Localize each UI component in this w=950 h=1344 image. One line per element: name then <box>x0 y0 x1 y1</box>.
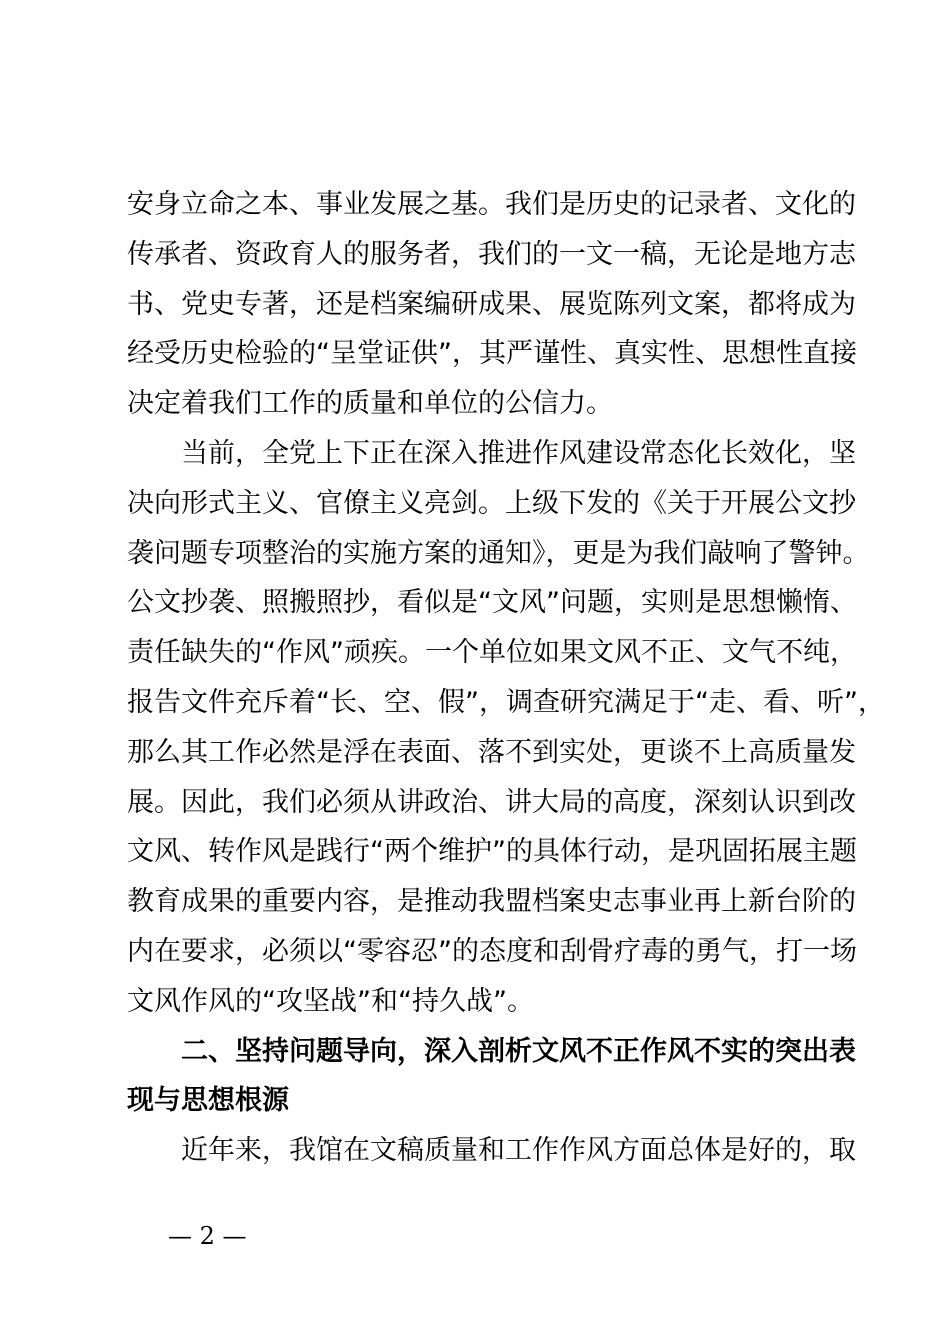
paragraph-line: 责任缺失的“作风”顽疾。一个单位如果文风不正、文气不纯， <box>127 637 857 669</box>
paragraph-line: 袭问题专项整治的实施方案的通知》，更是为我们敲响了警钟。 <box>127 537 870 569</box>
paragraph-line: 文风作风的“攻坚战”和“持久战”。 <box>127 985 534 1017</box>
section-heading-line: 现与思想根源 <box>127 1085 289 1117</box>
document-body <box>127 180 885 1176</box>
paragraph-line: 展。因此，我们必须从讲政治、讲大局的高度，深刻认识到改 <box>127 786 856 818</box>
paragraph-line: 那么其工作必然是浮在表面、落不到实处，更谈不上高质量发 <box>127 736 856 768</box>
paragraph-line: 传承者、资政育人的服务者，我们的一文一稿，无论是地方志 <box>127 238 856 270</box>
paragraph-line: 决向形式主义、官僚主义亮剑。上级下发的《关于开展公文抄 <box>127 487 856 519</box>
section-heading-line: 二、坚持问题导向，深入剖析文风不正作风不实的突出表 <box>181 1035 856 1067</box>
paragraph-line: 书、党史专著，还是档案编研成果、展览陈列文案，都将成为 <box>127 288 856 320</box>
paragraph-line: 近年来，我馆在文稿质量和工作作风方面总体是好的，取 <box>181 1135 856 1167</box>
paragraph-line: 报告文件充斥着“长、空、假”，调查研究满足于“走、看、听”， <box>127 686 885 718</box>
paragraph-line: 教育成果的重要内容，是推动我盟档案史志事业再上新台阶的 <box>127 886 856 918</box>
paragraph-line: 文风、转作风是践行“两个维护”的具体行动，是巩固拓展主题 <box>127 836 857 868</box>
paragraph-line: 安身立命之本、事业发展之基。我们是历史的记录者、文化的 <box>127 189 856 220</box>
paragraph-line: 经受历史检验的“呈堂证供”，其严谨性、真实性、思想性直接 <box>127 338 857 370</box>
paragraph-line: 当前，全党上下正在深入推进作风建设常态化长效化，坚 <box>181 437 856 469</box>
paragraph-line: 公文抄袭、照搬照抄，看似是“文风”问题，实则是思想懒惰、 <box>127 587 857 619</box>
paragraph-line: 决定着我们工作的质量和单位的公信力。 <box>127 388 613 420</box>
page-number: — 2 — <box>168 1222 247 1250</box>
paragraph-line: 内在要求，必须以“零容忍”的态度和刮骨疗毒的勇气，打一场 <box>127 935 857 967</box>
